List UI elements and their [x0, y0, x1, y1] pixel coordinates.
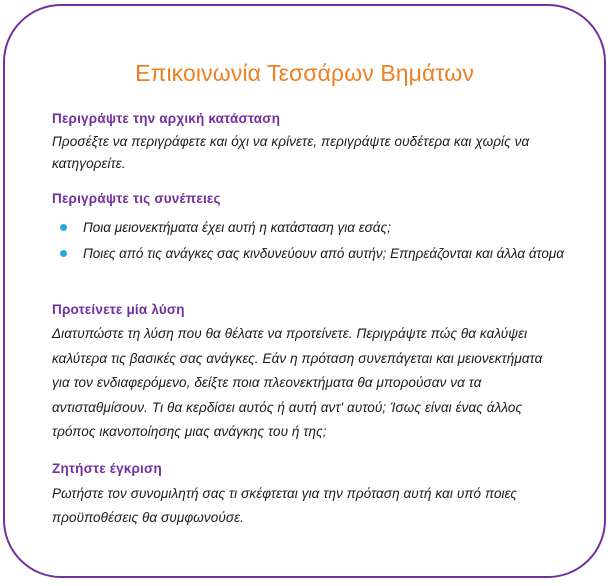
list-item-text: Ποια μειονεκτήματα έχει αυτή η κατάσταση για εσάς;	[83, 220, 391, 235]
card-title: Επικοινωνία Τεσσάρων Βημάτων	[135, 60, 474, 86]
bullet-dot-icon	[60, 224, 67, 231]
section-text-request-approval: Ρωτήστε τον συνομιλητή σας τι σκέφτεται για την πρόταση αυτή και υπό ποιες προϋποθέσεις θα συμφωνούσε.	[52, 486, 517, 525]
consequences-list	[52, 217, 582, 269]
section-heading-consequences: Περιγράψτε τις συνέπειες	[52, 191, 221, 206]
bullet-dot-icon	[60, 250, 67, 257]
info-card	[3, 4, 606, 578]
section-text-initial-situation: Προσέξτε να περιγράφετε και όχι να κρίνετε, περιγράψτε ουδέτερα και χωρίς να κατηγορείτε.	[52, 134, 530, 171]
list-item	[52, 217, 582, 239]
section-text-propose-solution: Διατυπώστε τη λύση που θα θέλατε να προτείνετε. Περιγράψτε πώς θα καλύψει καλύτερα τις βασικές σας ανάγκες. Εάν η πρόταση συνεπάγεται και μειονεκτήματα για τον ενδιαφερόμενο, δείξτε ποια πλεονεκτήματα θα μπορούσαν να τα αντισταθμίσουν. Τι θα κερδίσει αυτός ή αυτή αντ' αυτού; Ίσως είναι ένας άλλος τρόπος ικανοποίησης μιας ανάγκης του ή της;	[52, 326, 543, 439]
section-heading-request-approval: Ζητήστε έγκριση	[52, 461, 162, 476]
section-heading-propose-solution: Προτείνετε μία λύση	[52, 302, 185, 317]
section-heading-initial-situation: Περιγράψτε την αρχική κατάσταση	[52, 111, 281, 126]
list-item-text: Ποιες από τις ανάγκες σας κινδυνεύουν από αυτήν; Επηρεάζονται και άλλα άτομα	[83, 246, 565, 261]
list-item	[52, 243, 582, 265]
